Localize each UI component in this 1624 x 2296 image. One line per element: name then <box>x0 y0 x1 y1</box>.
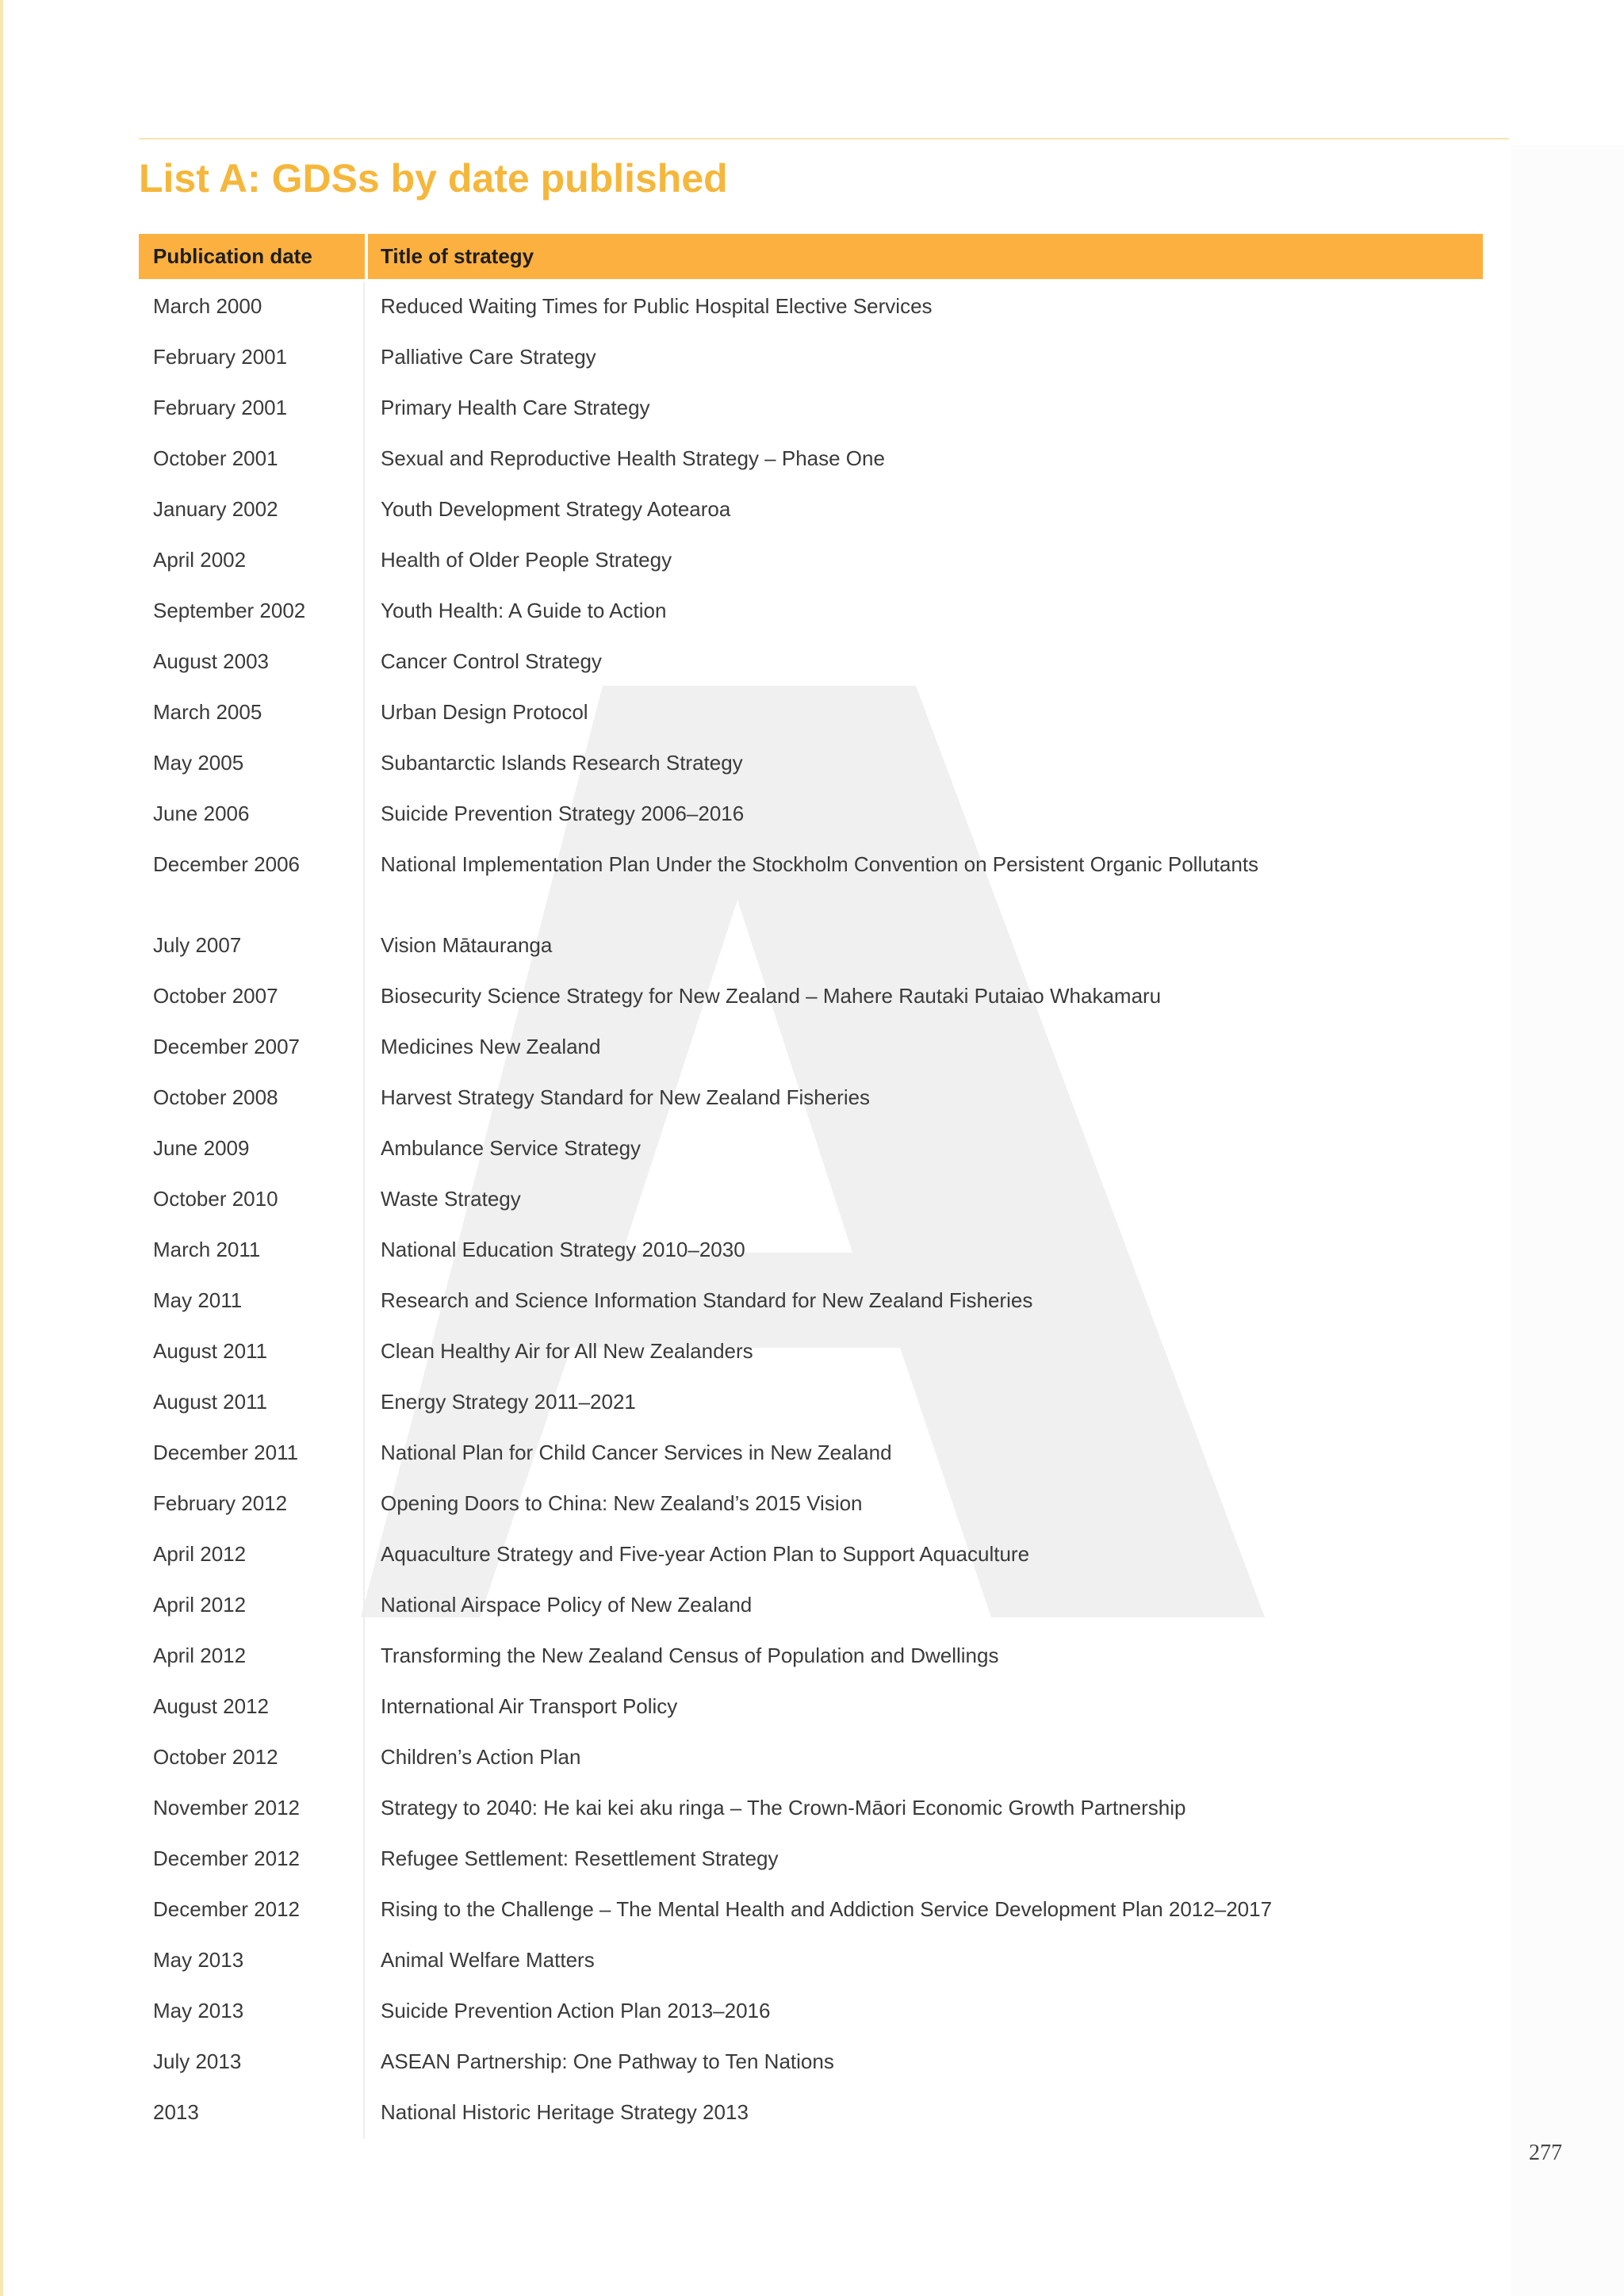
row-date: June 2006 <box>139 790 365 840</box>
page-edge-strip <box>0 0 3 2296</box>
row-title: ASEAN Partnership: One Pathway to Ten Nations <box>381 2049 834 2073</box>
row-title: National Education Strategy 2010–2030 <box>381 1238 745 1261</box>
row-date: October 2012 <box>139 1733 365 1784</box>
table-header <box>139 234 1483 279</box>
row-title: Energy Strategy 2011–2021 <box>381 1390 636 1414</box>
table-row <box>139 1835 1483 1885</box>
table-row <box>139 840 1483 921</box>
row-date: August 2012 <box>139 1682 365 1733</box>
table-row <box>139 688 1483 739</box>
table-row <box>139 333 1483 384</box>
row-date: March 2005 <box>139 688 365 739</box>
row-date: May 2013 <box>139 1987 365 2038</box>
table-row <box>139 637 1483 688</box>
table-row <box>139 2088 1483 2139</box>
row-title: Suicide Prevention Strategy 2006–2016 <box>381 802 745 825</box>
table-row <box>139 790 1483 840</box>
table-row <box>139 739 1483 790</box>
row-date: May 2005 <box>139 739 365 790</box>
row-date: April 2012 <box>139 1632 365 1682</box>
row-date: April 2012 <box>139 1530 365 1581</box>
table-row <box>139 1936 1483 1987</box>
table-row <box>139 485 1483 536</box>
right-margin-panel <box>1511 145 1624 2296</box>
table-row <box>139 1632 1483 1682</box>
row-title: Suicide Prevention Action Plan 2013–2016 <box>381 1999 771 2022</box>
row-date: August 2011 <box>139 1327 365 1378</box>
row-date: July 2013 <box>139 2038 365 2088</box>
row-title: Vision Mātauranga <box>381 933 553 957</box>
row-title: Animal Welfare Matters <box>381 1948 595 1972</box>
row-title: Ambulance Service Strategy <box>381 1136 642 1160</box>
row-title: National Airspace Policy of New Zealand <box>381 1593 753 1617</box>
table-row <box>139 1378 1483 1429</box>
table-row <box>139 587 1483 637</box>
table-row <box>139 282 1483 333</box>
table-row <box>139 1479 1483 1530</box>
header-title-of-strategy: Title of strategy <box>368 234 1483 279</box>
row-date: December 2006 <box>139 840 365 921</box>
row-title: Biosecurity Science Strategy for New Zealand – Mahere Rautaki Putaiao Whakamaru <box>381 984 1162 1008</box>
table-row <box>139 1733 1483 1784</box>
row-date: December 2012 <box>139 1885 365 1936</box>
row-date: January 2002 <box>139 485 365 536</box>
row-date: March 2000 <box>139 282 365 333</box>
gds-table <box>139 234 1483 2139</box>
row-date: June 2009 <box>139 1124 365 1175</box>
table-row <box>139 1327 1483 1378</box>
table-row <box>139 1885 1483 1936</box>
header-publication-date: Publication date <box>139 234 365 279</box>
table-row <box>139 972 1483 1023</box>
table-row <box>139 1073 1483 1124</box>
table-row <box>139 1226 1483 1276</box>
row-date: April 2002 <box>139 536 365 587</box>
row-date: May 2011 <box>139 1276 365 1327</box>
page-title: List A: GDSs by date published <box>139 156 728 201</box>
table-body <box>139 282 1483 2139</box>
table-row <box>139 1530 1483 1581</box>
row-title: Primary Health Care Strategy <box>381 396 650 419</box>
row-date: March 2011 <box>139 1226 365 1276</box>
row-title: Children’s Action Plan <box>381 1745 581 1769</box>
row-title: Health of Older People Strategy <box>381 548 672 572</box>
table-row <box>139 1175 1483 1226</box>
row-title: International Air Transport Policy <box>381 1694 678 1718</box>
table-row <box>139 1429 1483 1479</box>
row-title: National Implementation Plan Under the Stockholm Convention on Persistent Organic Pollutants <box>381 852 1259 876</box>
row-date: February 2001 <box>139 384 365 434</box>
row-title: Harvest Strategy Standard for New Zealand Fisheries <box>381 1085 871 1109</box>
table-row <box>139 921 1483 972</box>
row-date: October 2010 <box>139 1175 365 1226</box>
table-row <box>139 384 1483 434</box>
table-row <box>139 1581 1483 1632</box>
row-title: Aquaculture Strategy and Five-year Action Plan to Support Aquaculture <box>381 1542 1030 1566</box>
row-title: Cancer Control Strategy <box>381 649 602 673</box>
table-row <box>139 1987 1483 2038</box>
row-title: Medicines New Zealand <box>381 1035 601 1058</box>
row-date: July 2007 <box>139 921 365 972</box>
row-date: May 2013 <box>139 1936 365 1987</box>
row-title: Reduced Waiting Times for Public Hospital Elective Services <box>381 294 933 318</box>
row-date: 2013 <box>139 2088 365 2139</box>
row-title: Palliative Care Strategy <box>381 345 596 369</box>
row-title: Transforming the New Zealand Census of Population and Dwellings <box>381 1644 999 1667</box>
row-date: September 2002 <box>139 587 365 637</box>
row-date: April 2012 <box>139 1581 365 1632</box>
row-title: Refugee Settlement: Resettlement Strategy <box>381 1846 779 1870</box>
table-row <box>139 2038 1483 2088</box>
row-title: National Plan for Child Cancer Services in New Zealand <box>381 1441 892 1464</box>
row-title: Opening Doors to China: New Zealand’s 2015 Vision <box>381 1491 863 1515</box>
row-title: Research and Science Information Standard for New Zealand Fisheries <box>381 1288 1033 1312</box>
row-date: October 2008 <box>139 1073 365 1124</box>
row-date: August 2003 <box>139 637 365 688</box>
table-row <box>139 536 1483 587</box>
row-date: February 2001 <box>139 333 365 384</box>
row-title: National Historic Heritage Strategy 2013 <box>381 2100 749 2124</box>
table-row <box>139 434 1483 485</box>
row-date: December 2011 <box>139 1429 365 1479</box>
row-date: August 2011 <box>139 1378 365 1429</box>
row-title: Rising to the Challenge – The Mental Health and Addiction Service Development Plan 2012–2017 <box>381 1897 1273 1921</box>
row-date: December 2012 <box>139 1835 365 1885</box>
row-title: Youth Health: A Guide to Action <box>381 599 667 622</box>
row-title: Clean Healthy Air for All New Zealanders <box>381 1339 753 1363</box>
row-title: Sexual and Reproductive Health Strategy – Phase One <box>381 446 885 470</box>
top-divider <box>139 138 1509 140</box>
row-title: Youth Development Strategy Aotearoa <box>381 497 731 521</box>
row-date: February 2012 <box>139 1479 365 1530</box>
row-date: November 2012 <box>139 1784 365 1835</box>
page-number: 277 <box>1529 2141 1562 2165</box>
table-row <box>139 1784 1483 1835</box>
row-title: Subantarctic Islands Research Strategy <box>381 751 743 775</box>
table-row <box>139 1023 1483 1073</box>
table-row <box>139 1124 1483 1175</box>
row-title: Waste Strategy <box>381 1187 521 1211</box>
row-date: October 2007 <box>139 972 365 1023</box>
row-date: December 2007 <box>139 1023 365 1073</box>
table-row <box>139 1276 1483 1327</box>
row-title: Strategy to 2040: He kai kei aku ringa – The Crown-Māori Economic Growth Partnership <box>381 1796 1186 1820</box>
table-row <box>139 1682 1483 1733</box>
row-date: October 2001 <box>139 434 365 485</box>
row-title: Urban Design Protocol <box>381 700 588 724</box>
